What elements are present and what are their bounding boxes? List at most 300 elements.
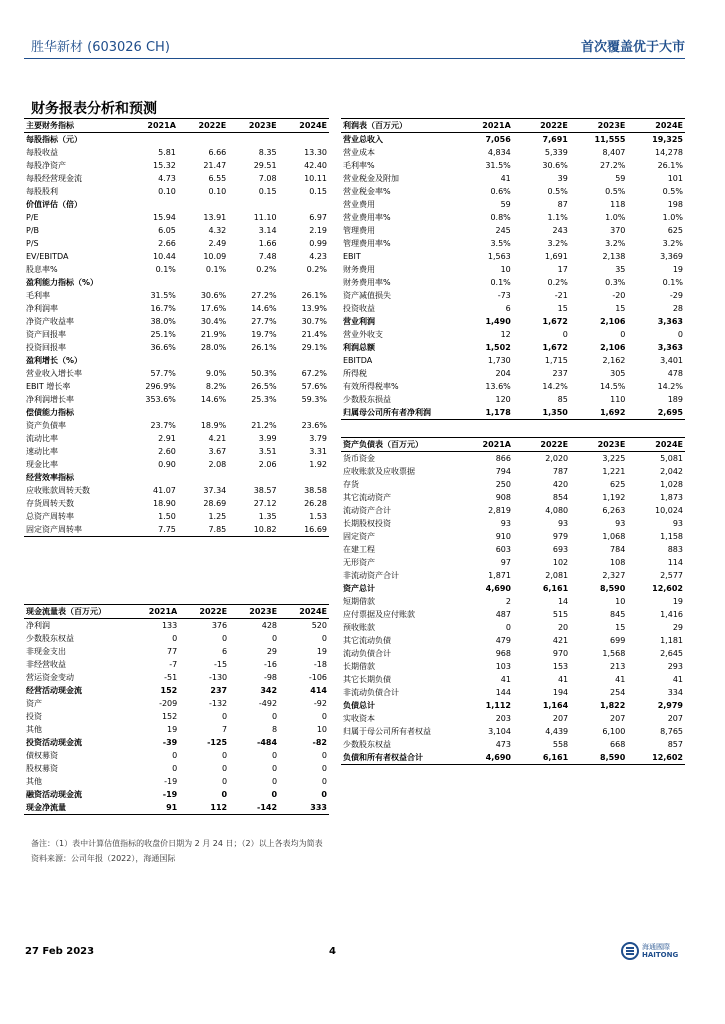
row-value: 26.1% [657, 161, 683, 170]
row-value: 3.51 [258, 447, 277, 456]
row-value: 7,691 [542, 135, 568, 144]
table-row [24, 367, 329, 380]
row-value: 15.94 [152, 213, 176, 222]
row-value: 19,325 [652, 135, 683, 144]
row-value: 237 [210, 686, 228, 695]
row-value: 20 [557, 623, 569, 632]
row-value: 2,979 [657, 701, 683, 710]
row-value: 8.35 [258, 148, 277, 157]
row-value [126, 354, 177, 367]
row-value: 0.15 [258, 187, 277, 196]
indicators-table [24, 118, 329, 537]
row-value: -132 [208, 699, 228, 708]
source-line: 资料来源：公司年报（2022），海通国际 [31, 854, 176, 863]
row-label: 应收账款及应收票据 [343, 467, 415, 476]
row-value: 15.32 [152, 161, 176, 170]
row-value: 2,819 [488, 506, 511, 515]
row-value: -21 [554, 291, 568, 300]
table-row [341, 380, 685, 393]
row-value: 91 [129, 801, 179, 815]
row-value: 6.05 [158, 226, 176, 235]
row-label: 财务费用率% [343, 278, 391, 287]
row-value: -106 [308, 673, 327, 682]
row-value: 0 [222, 764, 228, 773]
row-value: 38.0% [150, 317, 176, 326]
table-row [341, 725, 685, 738]
row-label: 每股净资产 [26, 161, 66, 170]
row-value: 0 [222, 712, 228, 721]
row-value: 203 [495, 714, 511, 723]
row-value: 1.92 [309, 460, 327, 469]
row-value: 668 [610, 740, 626, 749]
row-label: 长期股权投资 [343, 519, 391, 528]
row-value: 12 [500, 330, 511, 339]
table-row [341, 738, 685, 751]
row-value: 4,690 [456, 751, 513, 765]
year-header: 2021A [456, 438, 513, 452]
row-value: -142 [229, 801, 279, 815]
row-value: 1,068 [602, 532, 626, 541]
row-value: 2.66 [158, 239, 176, 248]
row-value: 101 [667, 174, 683, 183]
table-row [341, 686, 685, 699]
row-value: 41.07 [152, 486, 176, 495]
row-value [126, 406, 177, 419]
row-label: 资产回报率 [26, 330, 66, 339]
row-value [228, 276, 278, 289]
row-value: 0.1% [205, 265, 227, 274]
row-label: 每股指标（元） [26, 135, 82, 144]
year-header: 2023E [570, 119, 628, 133]
row-value: 102 [552, 558, 569, 567]
row-label: 财务费用 [343, 265, 375, 274]
row-label: 资产 [26, 699, 42, 708]
row-value: -7 [169, 660, 178, 669]
row-value: 26.1% [251, 343, 277, 352]
row-value: 2.91 [158, 434, 176, 443]
balance-table [341, 437, 685, 765]
row-value: 2.19 [309, 226, 327, 235]
row-value: 421 [552, 636, 569, 645]
row-value: 1.35 [258, 512, 277, 521]
row-value: 4,439 [545, 727, 569, 736]
row-value [178, 471, 228, 484]
row-value: -492 [258, 699, 278, 708]
row-value: 93 [557, 519, 569, 528]
row-value: 7.75 [126, 523, 177, 537]
row-value: 625 [610, 480, 626, 489]
row-value: 1,490 [485, 317, 511, 326]
row-value: 1,563 [487, 252, 511, 261]
row-label: 在建工程 [343, 545, 375, 554]
row-value: 968 [495, 649, 511, 658]
row-value [126, 133, 177, 147]
row-value: 0 [222, 634, 228, 643]
row-value: 2 [505, 597, 511, 606]
row-value: 699 [610, 636, 626, 645]
row-value: 41 [672, 675, 683, 684]
row-label: 现金比率 [26, 460, 58, 469]
row-value: 910 [495, 532, 511, 541]
row-value: 36.6% [150, 343, 176, 352]
footer-date: 27 Feb 2023 [25, 946, 95, 957]
table-title: 利润表（百万元） [341, 119, 456, 133]
row-value: 3,104 [488, 727, 511, 736]
year-header: 2021A [456, 119, 513, 133]
table-row [24, 775, 329, 788]
row-label: 债权募资 [26, 751, 58, 760]
row-value: 19 [672, 265, 683, 274]
table-row [341, 543, 685, 556]
row-value: 1.25 [208, 512, 227, 521]
row-label: EV/EBITDA [26, 252, 69, 261]
table-row [341, 634, 685, 647]
row-value: 3.2% [547, 239, 568, 248]
row-label: 营业总收入 [343, 135, 383, 144]
row-value: 28.69 [203, 499, 227, 508]
row-value: 854 [552, 493, 569, 502]
row-value: 14,278 [655, 148, 683, 157]
row-value: 979 [552, 532, 569, 541]
row-value: 29.51 [253, 161, 277, 170]
row-label: 投资活动现金流 [26, 738, 82, 747]
row-label: 价值评估（倍） [26, 200, 82, 209]
table-title: 现金流量表（百万元） [24, 605, 129, 619]
table-row [24, 159, 329, 172]
row-value: 7,056 [485, 135, 511, 144]
row-value: 93 [672, 519, 683, 528]
row-value: 10.09 [203, 252, 227, 261]
row-value: 6,263 [602, 506, 626, 515]
row-value: 1,672 [542, 343, 568, 352]
row-value: 31.5% [150, 291, 176, 300]
row-value: 1,871 [488, 571, 511, 580]
row-value: 0 [321, 790, 327, 799]
row-label: EBITDA [343, 356, 373, 365]
row-label: 货币资金 [343, 454, 375, 463]
row-value: 1,873 [660, 493, 683, 502]
table-row [341, 621, 685, 634]
table-row [341, 478, 685, 491]
row-value: 41 [615, 675, 626, 684]
table-row [341, 582, 685, 595]
row-label: 总资产周转率 [26, 512, 74, 521]
row-label: 现金净流量 [24, 801, 129, 815]
row-value: 4,690 [485, 584, 511, 593]
table-header-row [341, 438, 685, 452]
row-label: 流动资产合计 [343, 506, 391, 515]
row-label: 非经营收益 [26, 660, 66, 669]
row-value: 16.69 [279, 523, 329, 537]
row-value: 38.57 [253, 486, 277, 495]
header-rating: 首次覆盖优于大市 [580, 40, 685, 55]
year-header: 2024E [627, 119, 685, 133]
row-value: 9.0% [205, 369, 227, 378]
row-value: 37.34 [203, 486, 227, 495]
table-row [24, 619, 329, 633]
row-label: 营业费用 [343, 200, 375, 209]
table-row [341, 491, 685, 504]
row-value: 13.6% [485, 382, 511, 391]
row-value: 0 [321, 777, 327, 786]
row-value: 21.4% [301, 330, 327, 339]
row-value [178, 133, 228, 147]
row-value: 7.85 [178, 523, 228, 537]
row-value: 883 [667, 545, 683, 554]
row-value: 8,765 [660, 727, 683, 736]
row-value [228, 354, 278, 367]
row-value: 293 [667, 662, 683, 671]
logo-en: HAITONG [642, 951, 679, 959]
row-label: 存货周转天数 [26, 499, 74, 508]
row-value: -18 [313, 660, 327, 669]
table-row [341, 504, 685, 517]
row-value: 1,178 [456, 406, 513, 420]
row-value: 28.0% [200, 343, 227, 352]
row-value: 30.6% [200, 291, 227, 300]
table-title: 资产负债表（百万元） [341, 438, 456, 452]
row-value: 50.3% [251, 369, 277, 378]
row-label: 净利润 [26, 621, 50, 630]
row-value: 35 [615, 265, 626, 274]
row-value: 0.1% [662, 278, 683, 287]
row-value: 6.55 [208, 174, 227, 183]
row-value: 15 [557, 304, 568, 313]
row-value: 2,138 [602, 252, 626, 261]
row-value: 16.7% [150, 304, 176, 313]
row-value: 118 [610, 200, 626, 209]
row-label: 其它长期负债 [343, 675, 391, 684]
row-value: 1.66 [258, 239, 277, 248]
logo-cn: 海通國際 [642, 943, 670, 951]
row-value: 108 [610, 558, 626, 567]
table-row [24, 211, 329, 224]
row-value: 3,363 [657, 343, 683, 352]
row-value: 21.2% [251, 421, 277, 430]
row-value: 6,161 [513, 751, 570, 765]
row-value: -98 [263, 673, 278, 682]
row-label: 其它流动资产 [343, 493, 391, 502]
row-value: 376 [211, 621, 228, 630]
table-row [24, 510, 329, 523]
row-value: 26.1% [301, 291, 327, 300]
row-label: 投资 [26, 712, 42, 721]
row-value: 12,602 [627, 751, 685, 765]
row-value: 414 [310, 686, 327, 695]
row-value: 103 [495, 662, 511, 671]
row-value: 17.6% [200, 304, 227, 313]
row-value: 2,327 [602, 571, 626, 580]
row-value: 0.8% [490, 213, 511, 222]
table-row [24, 801, 329, 815]
row-label: 管理费用 [343, 226, 375, 235]
table-row [24, 250, 329, 263]
row-value: 85 [557, 395, 568, 404]
row-value: 67.2% [301, 369, 327, 378]
row-label: 少数股东权益 [26, 634, 74, 643]
header-company: 胜华新材 (603026 CH) [31, 40, 170, 55]
row-label: 营业税金率% [343, 187, 391, 196]
row-value: 0 [677, 330, 683, 339]
table-row [341, 517, 685, 530]
row-value: -15 [214, 660, 228, 669]
table-row [341, 224, 685, 237]
row-value: 1,715 [544, 356, 568, 365]
table-row [341, 341, 685, 354]
row-value: 1,158 [660, 532, 683, 541]
row-value: 0.1% [155, 265, 176, 274]
table-row [24, 658, 329, 671]
row-value: 30.4% [200, 317, 227, 326]
row-label: 长期借款 [343, 662, 375, 671]
row-value: 1.0% [605, 213, 626, 222]
row-label: 偿债能力指标 [26, 408, 74, 417]
row-value: 420 [552, 480, 569, 489]
table-row [24, 710, 329, 723]
table-row [24, 315, 329, 328]
year-header: 2021A [126, 119, 177, 133]
row-value: 0.10 [158, 187, 176, 196]
row-value: 478 [667, 369, 683, 378]
row-value: -209 [159, 699, 178, 708]
row-value: 693 [552, 545, 569, 554]
row-value: 0.3% [605, 278, 626, 287]
row-value: 487 [495, 610, 511, 619]
row-value: 28 [672, 304, 683, 313]
row-value: 21.47 [203, 161, 227, 170]
row-value: 25.3% [251, 395, 277, 404]
year-header: 2022E [513, 119, 570, 133]
row-value: 784 [610, 545, 626, 554]
year-header: 2022E [178, 119, 228, 133]
table-row [341, 595, 685, 608]
row-label: EBIT [343, 252, 361, 261]
row-value: -484 [257, 738, 278, 747]
row-value: 0 [505, 623, 511, 632]
row-label: 营业利润 [343, 317, 375, 326]
row-value: 0.2% [547, 278, 568, 287]
row-label: 营业外收支 [343, 330, 383, 339]
row-label: 归属母公司所有者净利润 [341, 406, 456, 420]
row-value: 2.60 [158, 447, 176, 456]
row-value: 4.73 [158, 174, 176, 183]
row-label: 预收账款 [343, 623, 375, 632]
row-value [279, 133, 329, 147]
row-value: 1,164 [542, 701, 569, 710]
row-value: 296.9% [145, 382, 176, 391]
row-value: 19 [672, 597, 683, 606]
row-value: 14.6% [200, 395, 227, 404]
row-label: 营运资金变动 [26, 673, 74, 682]
row-value: 3.2% [662, 239, 683, 248]
row-label: 其它流动负债 [343, 636, 391, 645]
row-value: 3.99 [258, 434, 277, 443]
row-value: 2.06 [258, 460, 277, 469]
row-value: 0 [271, 777, 278, 786]
row-value [126, 276, 177, 289]
row-value: 114 [667, 558, 683, 567]
row-value: 558 [552, 740, 569, 749]
row-value: 27.2% [251, 291, 277, 300]
row-value: 0 [222, 777, 228, 786]
table-header-row [24, 119, 329, 133]
row-value: 13.30 [304, 148, 327, 157]
row-value [279, 471, 329, 484]
row-value: 41 [500, 174, 511, 183]
row-value: 515 [552, 610, 569, 619]
row-value: 2.49 [208, 239, 227, 248]
row-value: 1,221 [602, 467, 626, 476]
row-label: P/B [26, 226, 40, 235]
table-row [341, 699, 685, 712]
table-row [341, 276, 685, 289]
row-value: 0 [620, 330, 626, 339]
row-value: 6,161 [542, 584, 569, 593]
row-value: 3.14 [258, 226, 277, 235]
row-value: 1,568 [602, 649, 626, 658]
row-value: 15 [615, 304, 626, 313]
row-value: -82 [312, 738, 327, 747]
row-value: 14.2% [542, 382, 568, 391]
table-row [341, 751, 685, 765]
table-row [24, 497, 329, 510]
row-value: 15 [615, 623, 626, 632]
row-label: EBIT 增长率 [26, 382, 71, 391]
row-value: 57.6% [301, 382, 327, 391]
row-label: 盈利能力指标（%） [26, 278, 99, 287]
row-value: 0 [172, 764, 178, 773]
haitong-logo-icon [621, 942, 639, 960]
row-value: 7.08 [258, 174, 277, 183]
row-label: 资产减值损失 [343, 291, 391, 300]
table-row [24, 762, 329, 775]
row-value: 3.67 [208, 447, 227, 456]
table-row [341, 367, 685, 380]
row-value: 1,672 [542, 317, 568, 326]
row-value: 27.2% [599, 161, 626, 170]
table-row [341, 465, 685, 478]
table-row [341, 185, 685, 198]
row-value: 0.2% [256, 265, 277, 274]
row-value: 787 [552, 467, 569, 476]
row-value: 14.6% [251, 304, 277, 313]
row-value [228, 133, 278, 147]
row-value: 0 [172, 634, 178, 643]
year-header: 2024E [279, 119, 329, 133]
row-value: 14.2% [657, 382, 683, 391]
row-value: 2,042 [660, 467, 683, 476]
row-value: 428 [261, 621, 278, 630]
row-value: 1,502 [485, 343, 511, 352]
row-value: 110 [610, 395, 626, 404]
row-value: 3,401 [660, 356, 683, 365]
row-value [279, 354, 329, 367]
row-value: 207 [667, 714, 683, 723]
table-row [24, 645, 329, 658]
year-header: 2021A [129, 605, 179, 619]
row-value: 0 [271, 712, 278, 721]
row-value: 4.21 [208, 434, 227, 443]
row-value: 8 [271, 725, 278, 734]
row-value [126, 471, 177, 484]
row-value: 2.08 [208, 460, 227, 469]
row-value: 204 [495, 369, 511, 378]
row-value: 333 [279, 801, 329, 815]
row-label: P/S [26, 239, 39, 248]
table-row [341, 211, 685, 224]
table-row [24, 133, 329, 147]
row-value: 479 [495, 636, 511, 645]
